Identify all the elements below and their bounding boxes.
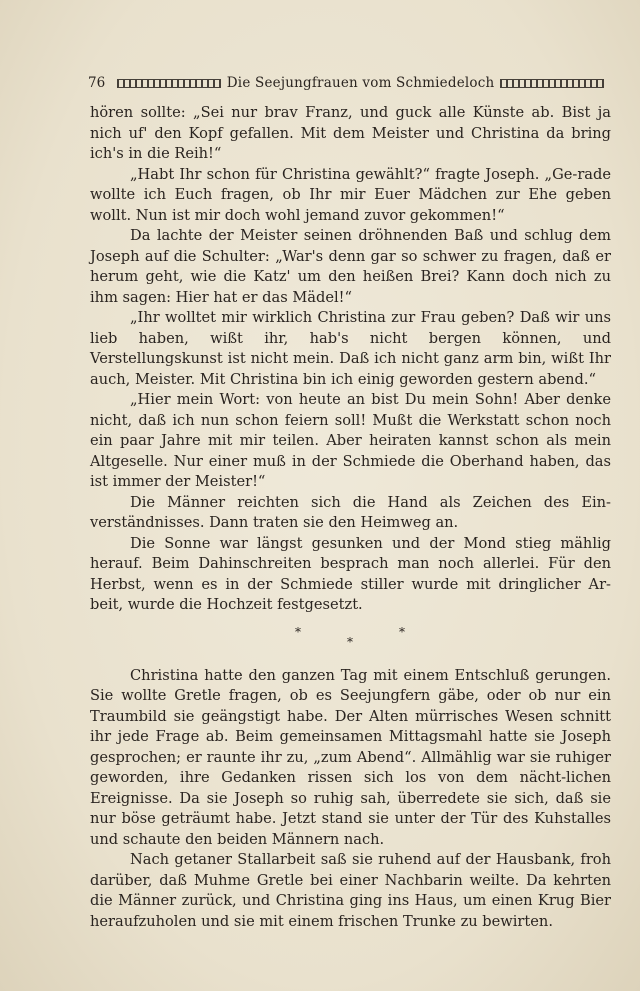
section-star: * <box>347 634 353 649</box>
body-text <box>90 103 611 932</box>
paragraph: „Habt Ihr schon für Christina gewählt?“ fragte Joseph. „Ge-rade wollte ich Euch fragen, ob Ihr mir Euer Mädchen zur Ehe geben wollt. Nun ist mir doch wohl jemand zuvor gekommen!“ <box>90 165 611 224</box>
paragraph: Nach getaner Stallarbeit saß sie ruhend auf der Hausbank, froh darüber, daß Muhme Gretle bei einer Nachbarin weilte. Da kehrten die Männer zurück, und Christina ging ins Haus, um einen Krug Bier heraufzuholen und sie mit einem frischen Trunke zu bewirten. <box>90 851 611 930</box>
running-title: Die Seejungfrauen vom Schmiedeloch <box>226 75 495 91</box>
paragraph: Christina hatte den ganzen Tag mit einem Entschluß gerungen. Sie wollte Gretle fragen, ob es Seejungfern gäbe, oder ob nur ein Traumbild sie geängstigt habe. Der Alten mürrisches Wesen schnitt ihr jede Frage ab. Beim gemeinsamen Mittagsmahl hatte sie Joseph gesprochen; er raunte ihr zu, „zum Abend“. Allmählig war sie ruhiger geworden, ihre Gedanken rissen sich los von dem nächt-lichen Ereignisse. Da sie Joseph so ruhig sah, überredete sie sich, daß sie nur böse geträumt habe. Jetzt stand sie unter der Tür des Kuhstalles und schaute den beiden Männern nach. <box>90 666 611 848</box>
paragraph: „Hier mein Wort: von heute an bist Du mein Sohn! Aber denke nicht, daß ich nun schon feiern soll! Mußt die Werkstatt schon noch ein paar Jahre mit mir teilen. Aber heiraten kannst schon als mein Altgeselle. Nur einer muß in der Schmiede die Oberhand haben, das ist immer der Meister!“ <box>90 391 611 490</box>
paragraph: Die Sonne war längst gesunken und der Mond stieg mählig herauf. Beim Dahinschreiten besprach man noch allerlei. Für den Herbst, wenn es in der Schmiede stiller wurde mit dringlicher Ar-beit, wurde die Hochzeit festgesetzt. <box>90 534 611 613</box>
header-ornament-left <box>117 79 221 88</box>
paragraph: Da lachte der Meister seinen dröhnenden Baß und schlug dem Joseph auf die Schulter: „War's denn gar so schwer zu fragen, daß er herum geht, wie die Katz' um den heißen Brei? Kann doch nich zu ihm sagen: Hier hat er das Mädel!“ <box>90 227 611 306</box>
paragraph: hören sollte: „Sei nur brav Franz, und guck alle Künste ab. Bist ja nich uf' den Kopf gefallen. Mit dem Meister und Christina da bring ich's in die Reih!“ <box>90 104 611 162</box>
paragraph: Die Männer reichten sich die Hand als Zeichen des Ein-verständnisses. Dann traten sie den Heimweg an. <box>90 493 611 531</box>
paragraph: „Ihr wolltet mir wirklich Christina zur Frau geben? Daß wir uns lieb haben, wißt ihr, hab's nicht bergen können, und Verstellungskunst ist nicht mein. Daß ich nicht ganz arm bin, wißt Ihr auch, Meister. Mit Christina bin ich einig geworden gestern abend.“ <box>90 309 611 388</box>
section-star: * <box>399 624 405 639</box>
page-number: 76 <box>88 75 106 91</box>
header-ornament-right <box>500 79 604 88</box>
section-star: * <box>295 624 301 639</box>
section-break <box>90 616 611 656</box>
running-header <box>88 72 610 94</box>
